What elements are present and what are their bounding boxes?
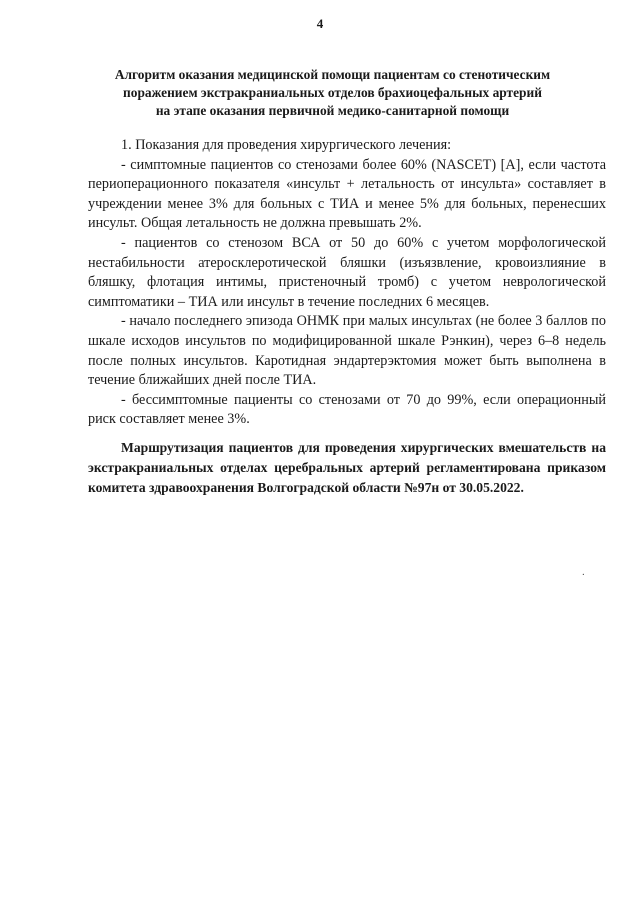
- title-line: поражением экстракраниальных отделов брахиоцефальных артерий: [123, 85, 542, 100]
- indications-section: [88, 136, 606, 430]
- indication-item: - бессимптомные пациенты со стенозами от 70 до 99%, если операционный риск составляет менее 3%.: [88, 391, 606, 428]
- stray-mark: .: [582, 566, 585, 578]
- title-line: Алгоритм оказания медицинской помощи пациентам со стенотическим: [114, 67, 551, 82]
- indication-item: - симптомные пациентов со стенозами более 60% (NASCET) [A], если частота периоперационного показателя «инсульт + летальность от инсульта» составляет в учреждении менее 3% для больных с ТИА и менее 5% для больных, перенесших инсульт. Общая летальность не должна превышать 2%.: [88, 156, 606, 232]
- section-heading: 1. Показания для проведения хирургического лечения:: [121, 137, 452, 153]
- document-title: [60, 66, 605, 120]
- page-number: 4: [316, 16, 324, 31]
- routing-paragraph: Маршрутизация пациентов для проведения хирургических вмешательств на экстракраниальных отделах церебральных артерий регламентирована приказом комитета здравоохранения Волгоградской области №97н от 30.05.2022.: [88, 440, 606, 495]
- indication-item: - начало последнего эпизода ОНМК при малых инсультах (не более 3 баллов по шкале исходов инсультов по модифицированной шкале Рэнкин), через 6–8 недель после полных инсультов. Каротидная эндартерэктомия может быть выполнена в течение ближайших дней после ТИА.: [88, 313, 606, 389]
- title-line: на этапе оказания первичной медико-санитарной помощи: [155, 103, 510, 118]
- indication-item: - пациентов со стенозом ВСА от 50 до 60% с учетом морфологической нестабильности атеросклеротической бляшки (изъязвление, кровоизлияние в бляшку, флотация интимы, пристеночный тромб) с учетом неврологической симптоматики – ТИА или инсульт в течение последних 6 месяцев.: [88, 234, 606, 310]
